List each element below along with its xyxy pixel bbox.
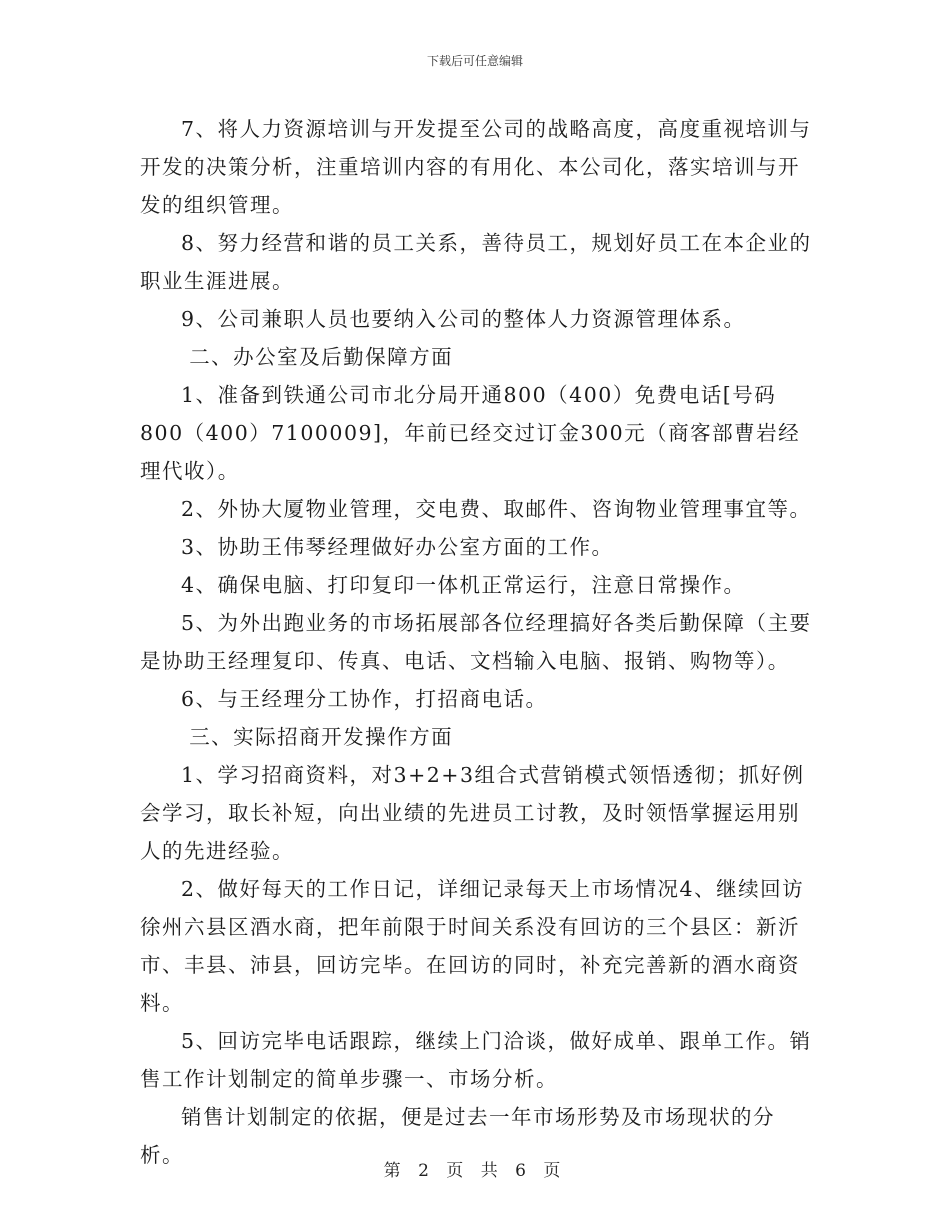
paragraph-8: 8、努力经营和谐的员工关系，善待员工，规划好员工在本企业的职业生涯进展。 bbox=[140, 231, 812, 293]
page-header-note: 下载后可任意编辑 bbox=[426, 54, 523, 68]
paragraph-office-6: 6、与王经理分工协作，打招商电话。 bbox=[181, 687, 548, 711]
paragraph-ops-2: 2、做好每天的工作日记，详细记录每天上市场情况4、继续回访徐州六县区酒水商，把年前限于时间关系没有回访的三个县区：新沂市、丰县、沛县，回访完毕。在回访的同时，补充完善新的酒水商资料。 bbox=[140, 877, 805, 1015]
paragraph-ops-1: 1、学习招商资料，对3+2+3组合式营销模式领悟透彻；抓好例会学习，取长补短，向出业绩的先进员工讨教，及时领悟掌握运用别人的先进经验。 bbox=[140, 763, 805, 863]
paragraph-office-1: 1、准备到铁通公司市北分局开通800（400）免费电话[号码800（400）7100009]，年前已经交过订金300元（商客部曹岩经理代收）。 bbox=[140, 383, 801, 483]
document-body bbox=[140, 110, 812, 1174]
paragraph-7: 7、将人力资源培训与开发提至公司的战略高度，高度重视培训与开发的决策分析，注重培训内容的有用化、本公司化，落实培训与开发的组织管理。 bbox=[140, 117, 812, 217]
paragraph-office-3: 3、协助王伟琴经理做好办公室方面的工作。 bbox=[181, 535, 614, 559]
paragraph-plan-basis: 销售计划制定的依据，便是过去一年市场形势及市场现状的分析。 bbox=[140, 1105, 775, 1167]
section-heading-3: 三、实际招商开发操作方面 bbox=[189, 725, 454, 749]
paragraph-office-5: 5、为外出跑业务的市场拓展部各位经理搞好各类后勤保障（主要是协助王经理复印、传真、电话、文档输入电脑、报销、购物等）。 bbox=[140, 611, 812, 673]
paragraph-9: 9、公司兼职人员也要纳入公司的整体人力资源管理体系。 bbox=[181, 307, 746, 331]
paragraph-office-2: 2、外协大厦物业管理，交电费、取邮件、咨询物业管理事宜等。 bbox=[181, 497, 812, 521]
paragraph-ops-5: 5、回访完毕电话跟踪，继续上门洽谈，做好成单、跟单工作。销售工作计划制定的简单步骤一、市场分析。 bbox=[140, 1029, 812, 1091]
paragraph-office-4: 4、确保电脑、打印复印一体机正常运行，注意日常操作。 bbox=[181, 573, 746, 597]
section-heading-2: 二、办公室及后勤保障方面 bbox=[189, 345, 454, 369]
page-number: 第 2 页 共 6 页 bbox=[383, 1161, 567, 1181]
